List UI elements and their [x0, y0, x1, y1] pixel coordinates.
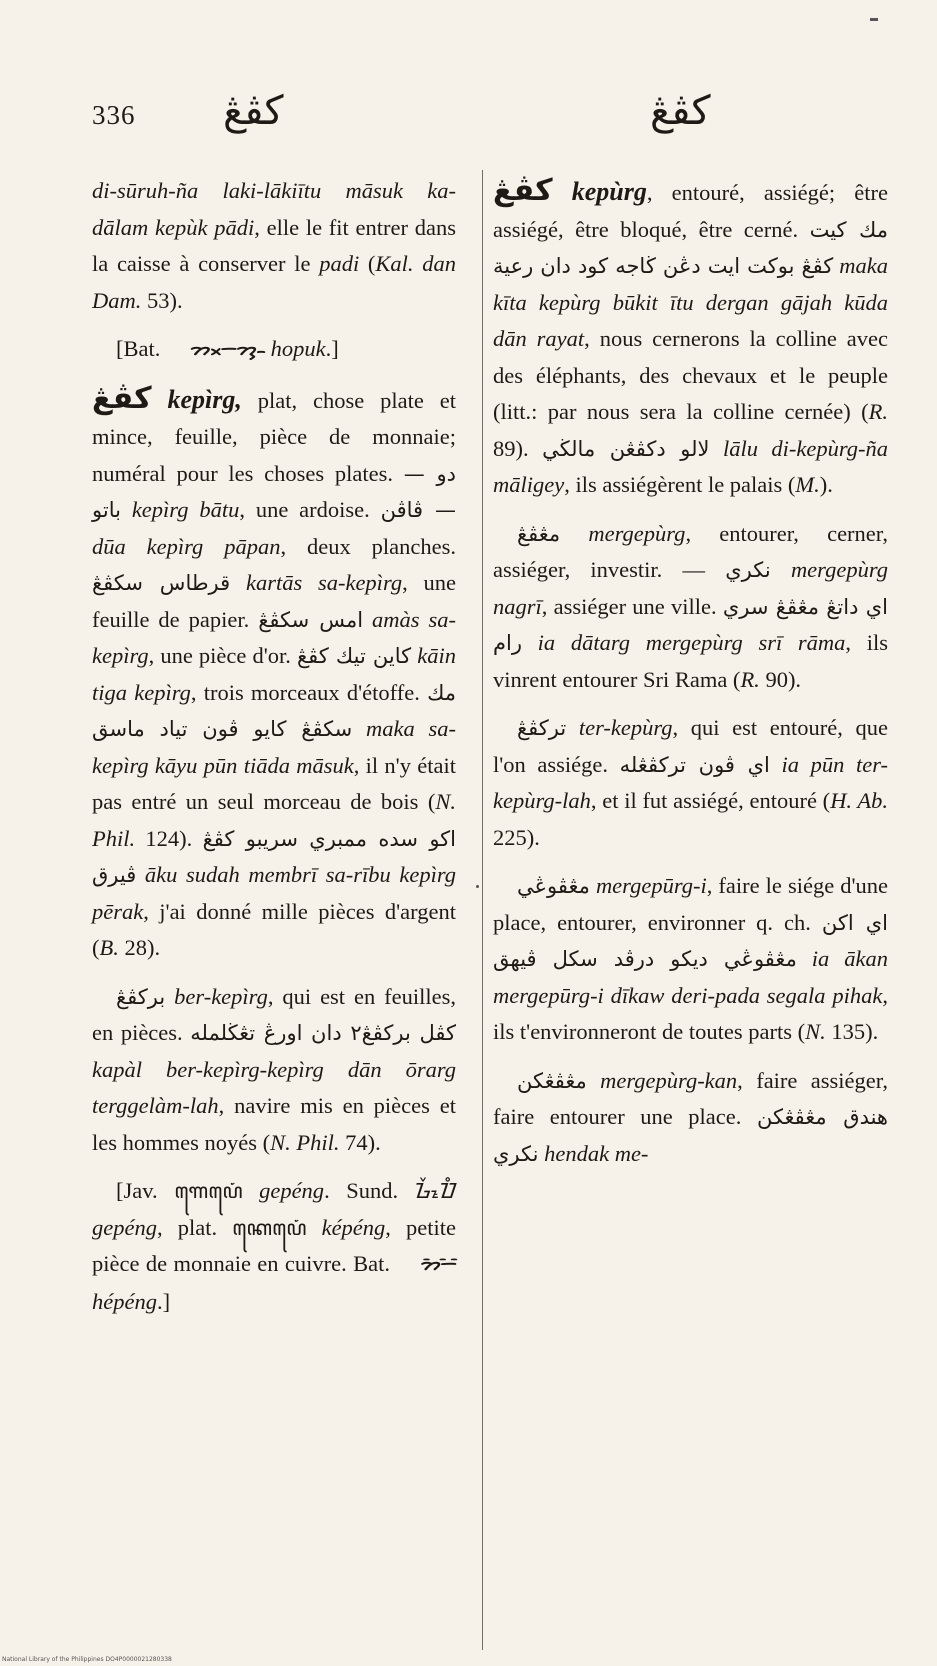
arabic-script: هندق مڠڤڠكن نكري: [493, 1105, 888, 1166]
text-run: , assiéger une ville.: [541, 593, 723, 619]
text-run: [Jav.: [116, 1178, 175, 1203]
arabic-script: — ڤاڤن: [380, 498, 456, 522]
entry-continuation: [92, 173, 456, 319]
transliteration: mergepùrg: [588, 520, 686, 546]
arabic-script: مڠڤڠ: [517, 521, 561, 546]
arabic-script: اي داتڠ مڠڤڠ سري رام: [493, 594, 888, 655]
column-divider: [482, 170, 483, 1650]
text-run: [363, 607, 372, 632]
text-run: [152, 388, 168, 413]
text-run: [243, 1178, 260, 1203]
text-run: , et il fut assiégé, entouré (: [590, 788, 831, 813]
text-run: [165, 984, 174, 1009]
text-run: , ils assiégèrent le palais (: [564, 472, 796, 497]
text-run: [771, 557, 791, 582]
transliteration: képéng: [321, 1214, 386, 1240]
text-run: , elle le fit entrer dans la caisse à conserver le: [92, 214, 456, 276]
transliteration: ia pūn ter-kepùrg-lah: [493, 751, 888, 813]
headword: kepìrg,: [167, 384, 242, 414]
running-head-left: كڤڠ: [223, 88, 284, 134]
text-run: , faire le siége d'une place, entourer, environner q. ch.: [493, 873, 889, 935]
right-column: [493, 173, 888, 1178]
text-run: .]: [325, 336, 339, 361]
transliteration: ber-kepìrg: [174, 983, 268, 1009]
text-run: [121, 497, 132, 522]
text-run: 53).: [141, 287, 183, 313]
text-run: , qui est entouré, que l'on assiége.: [493, 715, 888, 777]
text-run: , j'ai donné mille pièces d'argent (: [92, 898, 456, 960]
text-run: (: [359, 251, 376, 276]
text-run: [587, 1068, 600, 1093]
text-run: plat, chose plate et mince, feuille, pièce de monnaie; numéral pour les choses plates.: [92, 387, 456, 486]
text-run: , navire mis en pièces et les hommes noyés (: [92, 1093, 456, 1155]
text-run: , plat.: [156, 1214, 233, 1240]
transliteration: ter-kepùrg: [578, 715, 673, 740]
entry-ber-kepirg: [92, 979, 456, 1162]
arabic-script: كڤل بركڤڠ٢ دان اورڠ تڠڬلمله: [190, 1021, 456, 1045]
text-run: , une ardoise.: [239, 497, 381, 522]
text-run: , faire assiéger, faire entourer une place.: [493, 1067, 888, 1129]
text-run: [566, 715, 579, 740]
batak-cognate: [92, 331, 456, 369]
text-run: , nous cernerons la colline avec des éléphants, des chevaux et le peuple (litt.: par nous sera la colline cernée) (: [493, 326, 888, 424]
arabic-script: لالو دكڤڠن مالڬي: [542, 436, 710, 461]
text-run: , trois morceaux d'étoffe.: [190, 679, 428, 705]
text-run: , une pièce d'or.: [148, 643, 297, 668]
entry-mergepurg-i: [493, 868, 888, 1051]
transliteration: āku sudah membrī sa-rību kepìrg pērak: [92, 862, 457, 924]
transliteration: kapàl ber-kepìrg-kepìrg dān ōrarg terggelàm-lah: [92, 1056, 456, 1118]
text-run: , petite pièce de monnaie en cuivre. Bat.: [92, 1214, 456, 1276]
transliteration: mergepùrg nagrī: [493, 557, 889, 619]
text-run: [136, 862, 145, 887]
text-run: [560, 521, 588, 546]
script-symbol: ᯂᯩᯇᯩᯰ: [420, 1256, 456, 1274]
entry-kepurg: [493, 173, 888, 504]
page-number: 336: [92, 100, 136, 130]
entry-kepirg: [92, 381, 456, 967]
transliteration: hépéng: [92, 1288, 157, 1314]
transliteration: lālu di-kepùrg-ña māligey: [493, 435, 889, 497]
text-run: 124).: [135, 825, 203, 851]
transliteration: N.: [805, 1019, 826, 1044]
transliteration: Kal. dan Dam.: [92, 251, 456, 313]
text-run: [522, 630, 538, 655]
transliteration: maka sa-kepìrg kāyu pūn tiāda māsuk: [92, 716, 457, 778]
text-run: [230, 570, 246, 595]
text-run: [306, 1215, 321, 1240]
transliteration: B.: [99, 935, 119, 960]
transliteration: kepìrg bātu: [131, 497, 240, 522]
text-run: [553, 180, 572, 205]
headword: kepùrg: [571, 177, 647, 206]
arabic-script: نكري: [725, 558, 771, 582]
entry-mergepurg: [493, 516, 888, 699]
text-run: 89).: [493, 435, 543, 461]
text-run: , ils vinrent entourer Sri Rama (: [493, 630, 888, 692]
transliteration: mergepùrg-kan: [600, 1067, 738, 1093]
text-run: [770, 752, 782, 777]
text-run: , ils t'environneront de toutes parts (: [493, 982, 888, 1044]
arabic-script: مك كيت كڤڠ بوكت ايت دڠن ڬاجه كود دان رعية: [493, 217, 888, 278]
transliteration: R.: [868, 399, 888, 424]
text-run: ).: [819, 472, 833, 497]
transliteration: N. Phil.: [92, 789, 456, 851]
transliteration: gepéng: [92, 1214, 157, 1240]
text-run: , entourer, cerner, assiéger, investir. —: [493, 520, 888, 582]
text-run: 74).: [339, 1129, 381, 1155]
arabic-script: بركڤڠ: [116, 984, 166, 1009]
text-run: [Bat.: [116, 336, 166, 361]
arabic-script: ꦏꦺꦥꦺꦁ: [232, 1215, 307, 1240]
transliteration: hopuk: [270, 336, 326, 361]
transliteration: padi: [319, 251, 360, 276]
arabic-script: تركڤڠ: [517, 716, 567, 740]
transliteration: N. Phil.: [270, 1129, 340, 1155]
transliteration: amàs sa-kepìrg: [92, 606, 457, 668]
text-run: [710, 436, 723, 461]
arabic-script: ᮌᮨᮕᮦᮀ: [414, 1179, 456, 1203]
arabic-script: مڠڤوڠي: [517, 874, 590, 898]
transliteration: dūa kepìrg pāpan: [92, 533, 281, 559]
text-run: , deux planches.: [280, 533, 456, 559]
arabic-script: امس سكڤڠ: [258, 607, 364, 632]
arabic-script: كاين تيك كڤڠ: [296, 644, 412, 668]
transliteration: R.: [740, 666, 760, 692]
arabic-script: ꦒꦺꦥꦺꦁ: [174, 1179, 243, 1203]
headword-arabic: كڤڠ: [493, 173, 553, 208]
text-run: 28).: [118, 935, 161, 960]
scan-mark: [870, 18, 878, 21]
arabic-script: اكو سده ممبري سريبو كڤڠ ڤيرق: [92, 826, 456, 887]
arabic-script: قرطاس سكڤڠ: [92, 571, 231, 595]
running-head-right: كڤڠ: [650, 88, 711, 134]
text-run: , une feuille de papier.: [92, 570, 456, 632]
text-run: . Sund.: [324, 1178, 415, 1203]
transliteration: kāin tiga kepìrg: [92, 643, 456, 705]
transliteration: gepéng: [259, 1178, 325, 1203]
arabic-script: اي اكن مڠڤوڠي ديكو درڤد سكل ڤيهق: [493, 910, 888, 971]
text-run: [352, 716, 366, 741]
arabic-script: اي ڤون تركڤڠله: [619, 752, 770, 777]
transliteration: mergepūrg-i: [595, 873, 707, 898]
text-run: , il n'y était pas entré un seul morceau de bois (: [92, 752, 456, 814]
cognates-note: [92, 1173, 456, 1320]
text-run: 225).: [493, 824, 540, 850]
script-symbol: ᯂᯬᯇᯮᯂ᯳: [190, 341, 265, 359]
transliteration: hendak me-: [544, 1140, 649, 1166]
arabic-script: دو — باتو: [92, 461, 456, 522]
text-run: , entouré, assiégé; être assiégé, être bloqué, être cerné.: [493, 180, 888, 242]
text-run: .]: [156, 1288, 171, 1314]
entry-mergepurg-kan: [493, 1063, 888, 1173]
transliteration: di-sūruh-ña laki-lākiītu māsuk ka-dālam kepùk pādi: [92, 178, 456, 240]
transliteration: H. Ab.: [830, 788, 889, 813]
transliteration: kartās sa-kepìrg: [245, 570, 403, 595]
arabic-script: مك سكڤڠ كايو ڤون تياد ماسق: [92, 680, 457, 741]
text-run: [797, 946, 812, 971]
scan-footer: National Library of the Philippines DO4P0000021280338: [2, 1656, 172, 1663]
transliteration: ia ākan mergepūrg-i dīkaw deri-pada segala pihak: [493, 946, 888, 1008]
left-column: [92, 173, 456, 1332]
headword-arabic: كڤڠ: [92, 380, 152, 416]
text-run: , qui est en feuilles, en pièces.: [92, 983, 456, 1045]
arabic-script: مڠڤڠكن: [517, 1068, 587, 1093]
transliteration: maka kīta kepùrg būkit ītu dergan gājah kūda dān rayat: [493, 253, 889, 351]
entry-ter-kepurg: [493, 710, 888, 856]
text-run: 135).: [825, 1019, 879, 1044]
scan-speck: [476, 885, 479, 888]
text-run: 90).: [759, 666, 802, 692]
transliteration: M.: [795, 472, 820, 497]
transliteration: ia dātarg mergepùrg srī rāma: [537, 630, 846, 655]
